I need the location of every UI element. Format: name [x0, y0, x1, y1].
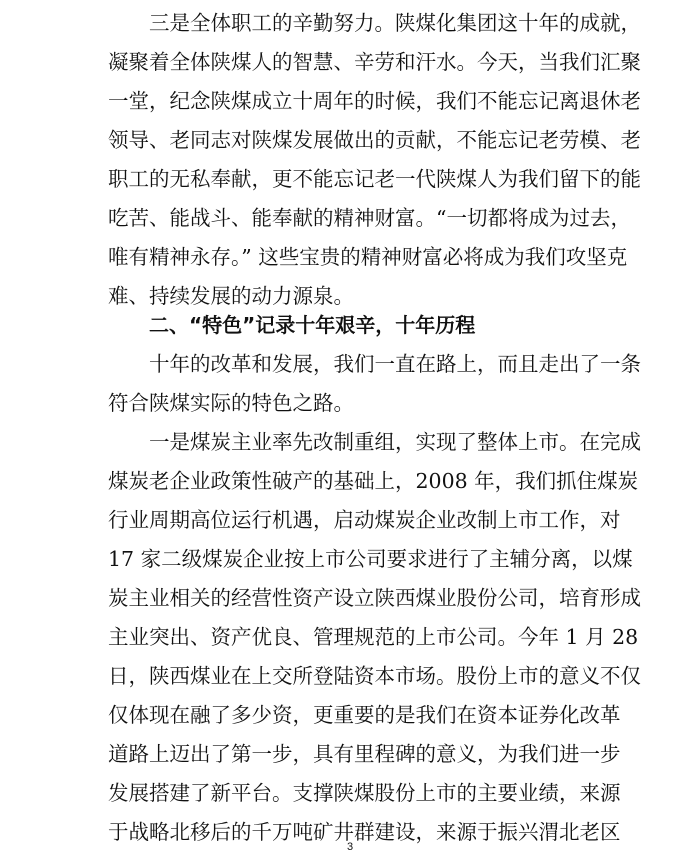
paragraph-3-line-4: 17 家二级煤炭企业按上市公司要求进行了主辅分离，以煤 — [108, 547, 633, 571]
paragraph-3-line-9: 道路上迈出了第一步，具有里程碑的意义，为我们进一步 — [108, 742, 621, 766]
paragraph-3-line-8: 仅体现在融了多少资，更重要的是我们在资本证券化改革 — [108, 703, 621, 727]
paragraph-3-line-2: 煤炭老企业政策性破产的基础上，2008 年，我们抓住煤炭 — [108, 469, 639, 493]
paragraph-3-line-1: 一是煤炭主业率先改制重组，实现了整体上市。在完成 — [149, 430, 641, 454]
page-number: 3 — [346, 841, 354, 853]
paragraph-3-line-6: 主业突出、资产优良、管理规范的上市公司。今年 1 月 28 — [108, 625, 639, 649]
paragraph-1-line-8: 难、持续发展的动力源泉。 — [108, 284, 354, 308]
paragraph-1-line-4: 领导、老同志对陕煤发展做出的贡献，不能忘记老劳模、老 — [108, 128, 641, 152]
paragraph-1-line-6: 吃苦、能战斗、能奉献的精神财富。“一切都将成为过去， — [108, 206, 631, 230]
paragraph-3-line-7: 日，陕西煤业在上交所登陆资本市场。股份上市的意义不仅 — [108, 664, 641, 688]
paragraph-2-line-2: 符合陕煤实际的特色之路。 — [108, 391, 354, 415]
paragraph-1-line-1: 三是全体职工的辛勤努力。陕煤化集团这十年的成就， — [149, 11, 641, 35]
paragraph-3-line-11: 于战略北移后的千万吨矿井群建设，来源于振兴渭北老区 — [108, 820, 621, 844]
paragraph-1-line-2: 凝聚着全体陕煤人的智慧、辛劳和汗水。今天，当我们汇聚 — [108, 50, 641, 74]
paragraph-1-line-5: 职工的无私奉献，更不能忘记老一代陕煤人为我们留下的能 — [108, 167, 641, 191]
paragraph-1-line-7: 唯有精神永存。” 这些宝贵的精神财富必将成为我们攻坚克 — [108, 245, 628, 269]
paragraph-3-line-5: 炭主业相关的经营性资产设立陕西煤业股份公司，培育形成 — [108, 586, 641, 610]
paragraph-2-line-1: 十年的改革和发展，我们一直在路上，而且走出了一条 — [149, 352, 641, 376]
paragraph-3-line-3: 行业周期高位运行机遇，启动煤炭企业改制上市工作，对 — [108, 508, 621, 532]
section-heading: 二、“特色”记录十年艰辛，十年历程 — [149, 313, 476, 337]
paragraph-1-line-3: 一堂，纪念陕煤成立十周年的时候，我们不能忘记离退休老 — [108, 89, 641, 113]
paragraph-3-line-10: 发展搭建了新平台。支撑陕煤股份上市的主要业绩，来源 — [108, 781, 621, 805]
